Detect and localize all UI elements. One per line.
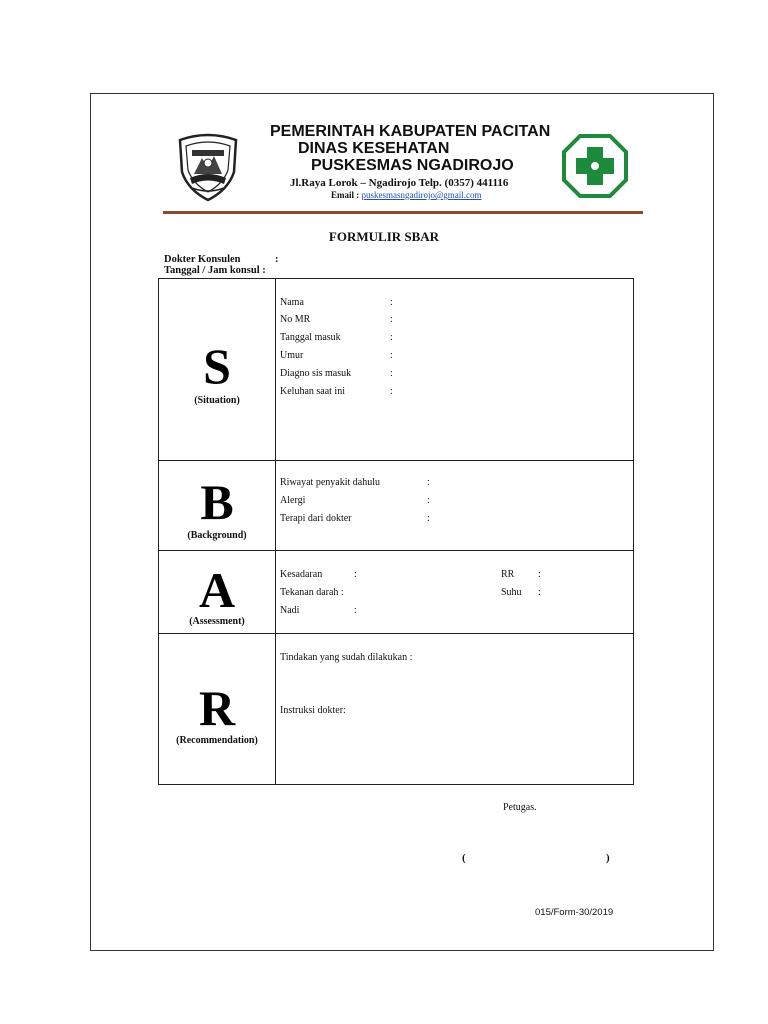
field-tekanan-darah: Tekanan darah : [280,587,344,598]
field-nama: Nama [280,297,304,308]
puskesmas-cross-logo [562,133,628,199]
section-name-background: (Background) [187,530,247,541]
form-code: 015/Form-30/2019 [535,907,614,918]
header-divider [163,211,643,214]
letter-s: S [203,338,231,394]
letter-r: R [198,680,236,736]
dokter-konsulen-colon: : [275,254,279,265]
email-label: Email : [331,190,360,200]
tanggal-jam-row [164,265,266,276]
field-tanggal-masuk: Tanggal masuk [280,332,341,343]
header-line-1: PEMERINTAH KABUPATEN PACITAN [270,123,551,140]
sbar-table [158,278,634,785]
field-tindakan: Tindakan yang sudah dilakukan : [280,652,413,663]
colon-riwayat: : [427,477,430,488]
section-name-assessment: (Assessment) [189,616,245,627]
form-title: FORMULIR SBAR [328,229,440,244]
colon-nama: : [390,297,393,308]
petugas-label: Petugas. [503,802,537,813]
field-terapi-dokter: Terapi dari dokter [280,513,352,524]
dokter-konsulen-row [164,254,279,265]
email-link[interactable]: puskesmasngadirojo@gmail.com [361,190,482,200]
colon-keluhan: : [390,386,393,397]
letter-a: A [198,562,236,618]
regency-emblem-logo [172,130,244,202]
email-line [331,190,482,200]
section-name-recommendation: (Recommendation) [176,735,258,746]
field-kesadaran: Kesadaran [280,569,323,580]
colon-rr: : [538,569,541,580]
field-suhu: Suhu [501,587,522,598]
field-rr: RR [501,569,515,580]
colon-diagnosis-masuk: : [390,368,393,379]
column-divider [275,279,276,784]
colon-alergi: : [427,495,430,506]
field-riwayat-penyakit: Riwayat penyakit dahulu [280,477,380,488]
field-umur: Umur [280,350,304,361]
colon-nadi: : [354,605,357,616]
colon-umur: : [390,350,393,361]
colon-terapi: : [427,513,430,524]
colon-tanggal-masuk: : [390,332,393,343]
row-divider-b-a [159,550,633,551]
header-line-3: PUSKESMAS NGADIROJO [311,157,514,174]
address: Jl.Raya Lorok – Ngadirojo Telp. (0357) 441116 [290,177,509,189]
colon-no-mr: : [390,314,393,325]
dokter-konsulen-label: Dokter Konsulen [164,254,241,265]
section-name-situation: (Situation) [194,395,240,406]
field-nadi: Nadi [280,605,300,616]
colon-suhu: : [538,587,541,598]
field-instruksi-dokter: Instruksi dokter: [280,705,346,716]
field-diagnosis-masuk: Diagno sis masuk [280,368,352,379]
row-divider-a-r [159,633,633,634]
tanggal-jam-label: Tanggal / Jam konsul : [164,265,266,276]
field-keluhan: Keluhan saat ini [280,386,345,397]
field-no-mr: No MR [280,314,311,325]
signature-paren-open: ( [462,852,466,864]
header-line-2: DINAS KESEHATAN [298,140,450,157]
field-alergi: Alergi [280,495,306,506]
signature-paren-close: ) [606,852,610,864]
row-divider-s-b [159,460,633,461]
colon-kesadaran: : [354,569,357,580]
letter-b: B [200,474,234,530]
